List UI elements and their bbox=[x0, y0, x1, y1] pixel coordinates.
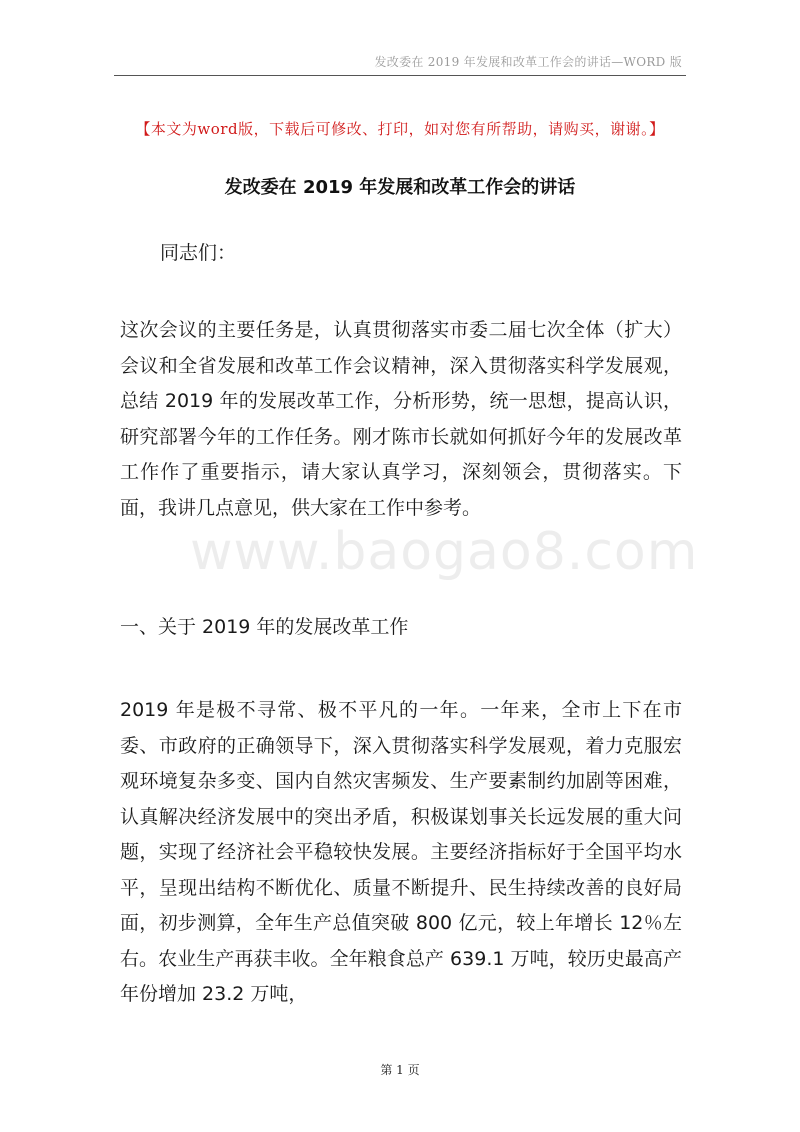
paragraph-review: 2019 年是极不寻常、极不平凡的一年。一年来，全市上下在市委、市政府的正确领导下，深入贯彻落实科学发展观，着力克服宏观环境复杂多变、国内自然灾害频发、生产要素制约加剧等困难，认真解决经济发展中的突出矛盾，积极谋划事关长远发展的重大问题，实现了经济社会平稳较快发展。主要经济指标好于全国平均水平，呈现出结构不断优化、质量不断提升、民生持续改善的良好局面，初步测算，全年生产总值突破 800 亿元，较上年增长 12％左右。农业生产再获丰收。全年粮食总产 639.1 万吨，较历史最高产年份增加 23.2 万吨， bbox=[120, 699, 682, 1005]
greeting: 同志们： bbox=[160, 242, 237, 264]
download-notice: 【本文为word版，下载后可修改、打印，如对您有所帮助，请购买，谢谢。】 bbox=[135, 120, 665, 138]
document-title: 发改委在 2019 年发展和改革工作会的讲话 bbox=[224, 177, 576, 198]
paragraph-intro: 这次会议的主要任务是，认真贯彻落实市委二届七次全体（扩大）会议和全省发展和改革工作会议精神，深入贯彻落实科学发展观，总结 2019 年的发展改革工作，分析形势，统一思想，提高认识，研究部署今年的工作任务。刚才陈市长就如何抓好今年的发展改革工作作了重要指示，请大家认真学习，深刻领会，贯彻落实。下面，我讲几点意见，供大家在工作中参考。 bbox=[120, 319, 682, 519]
watermark: www.baogao8.com bbox=[190, 522, 699, 582]
page-number: 第 1 页 bbox=[380, 1063, 420, 1077]
running-header: 发改委在 2019 年发展和改革工作会的讲话—WORD 版 bbox=[374, 55, 682, 69]
header-divider bbox=[114, 75, 686, 76]
section-heading: 一、关于 2019 年的发展改革工作 bbox=[120, 616, 409, 638]
